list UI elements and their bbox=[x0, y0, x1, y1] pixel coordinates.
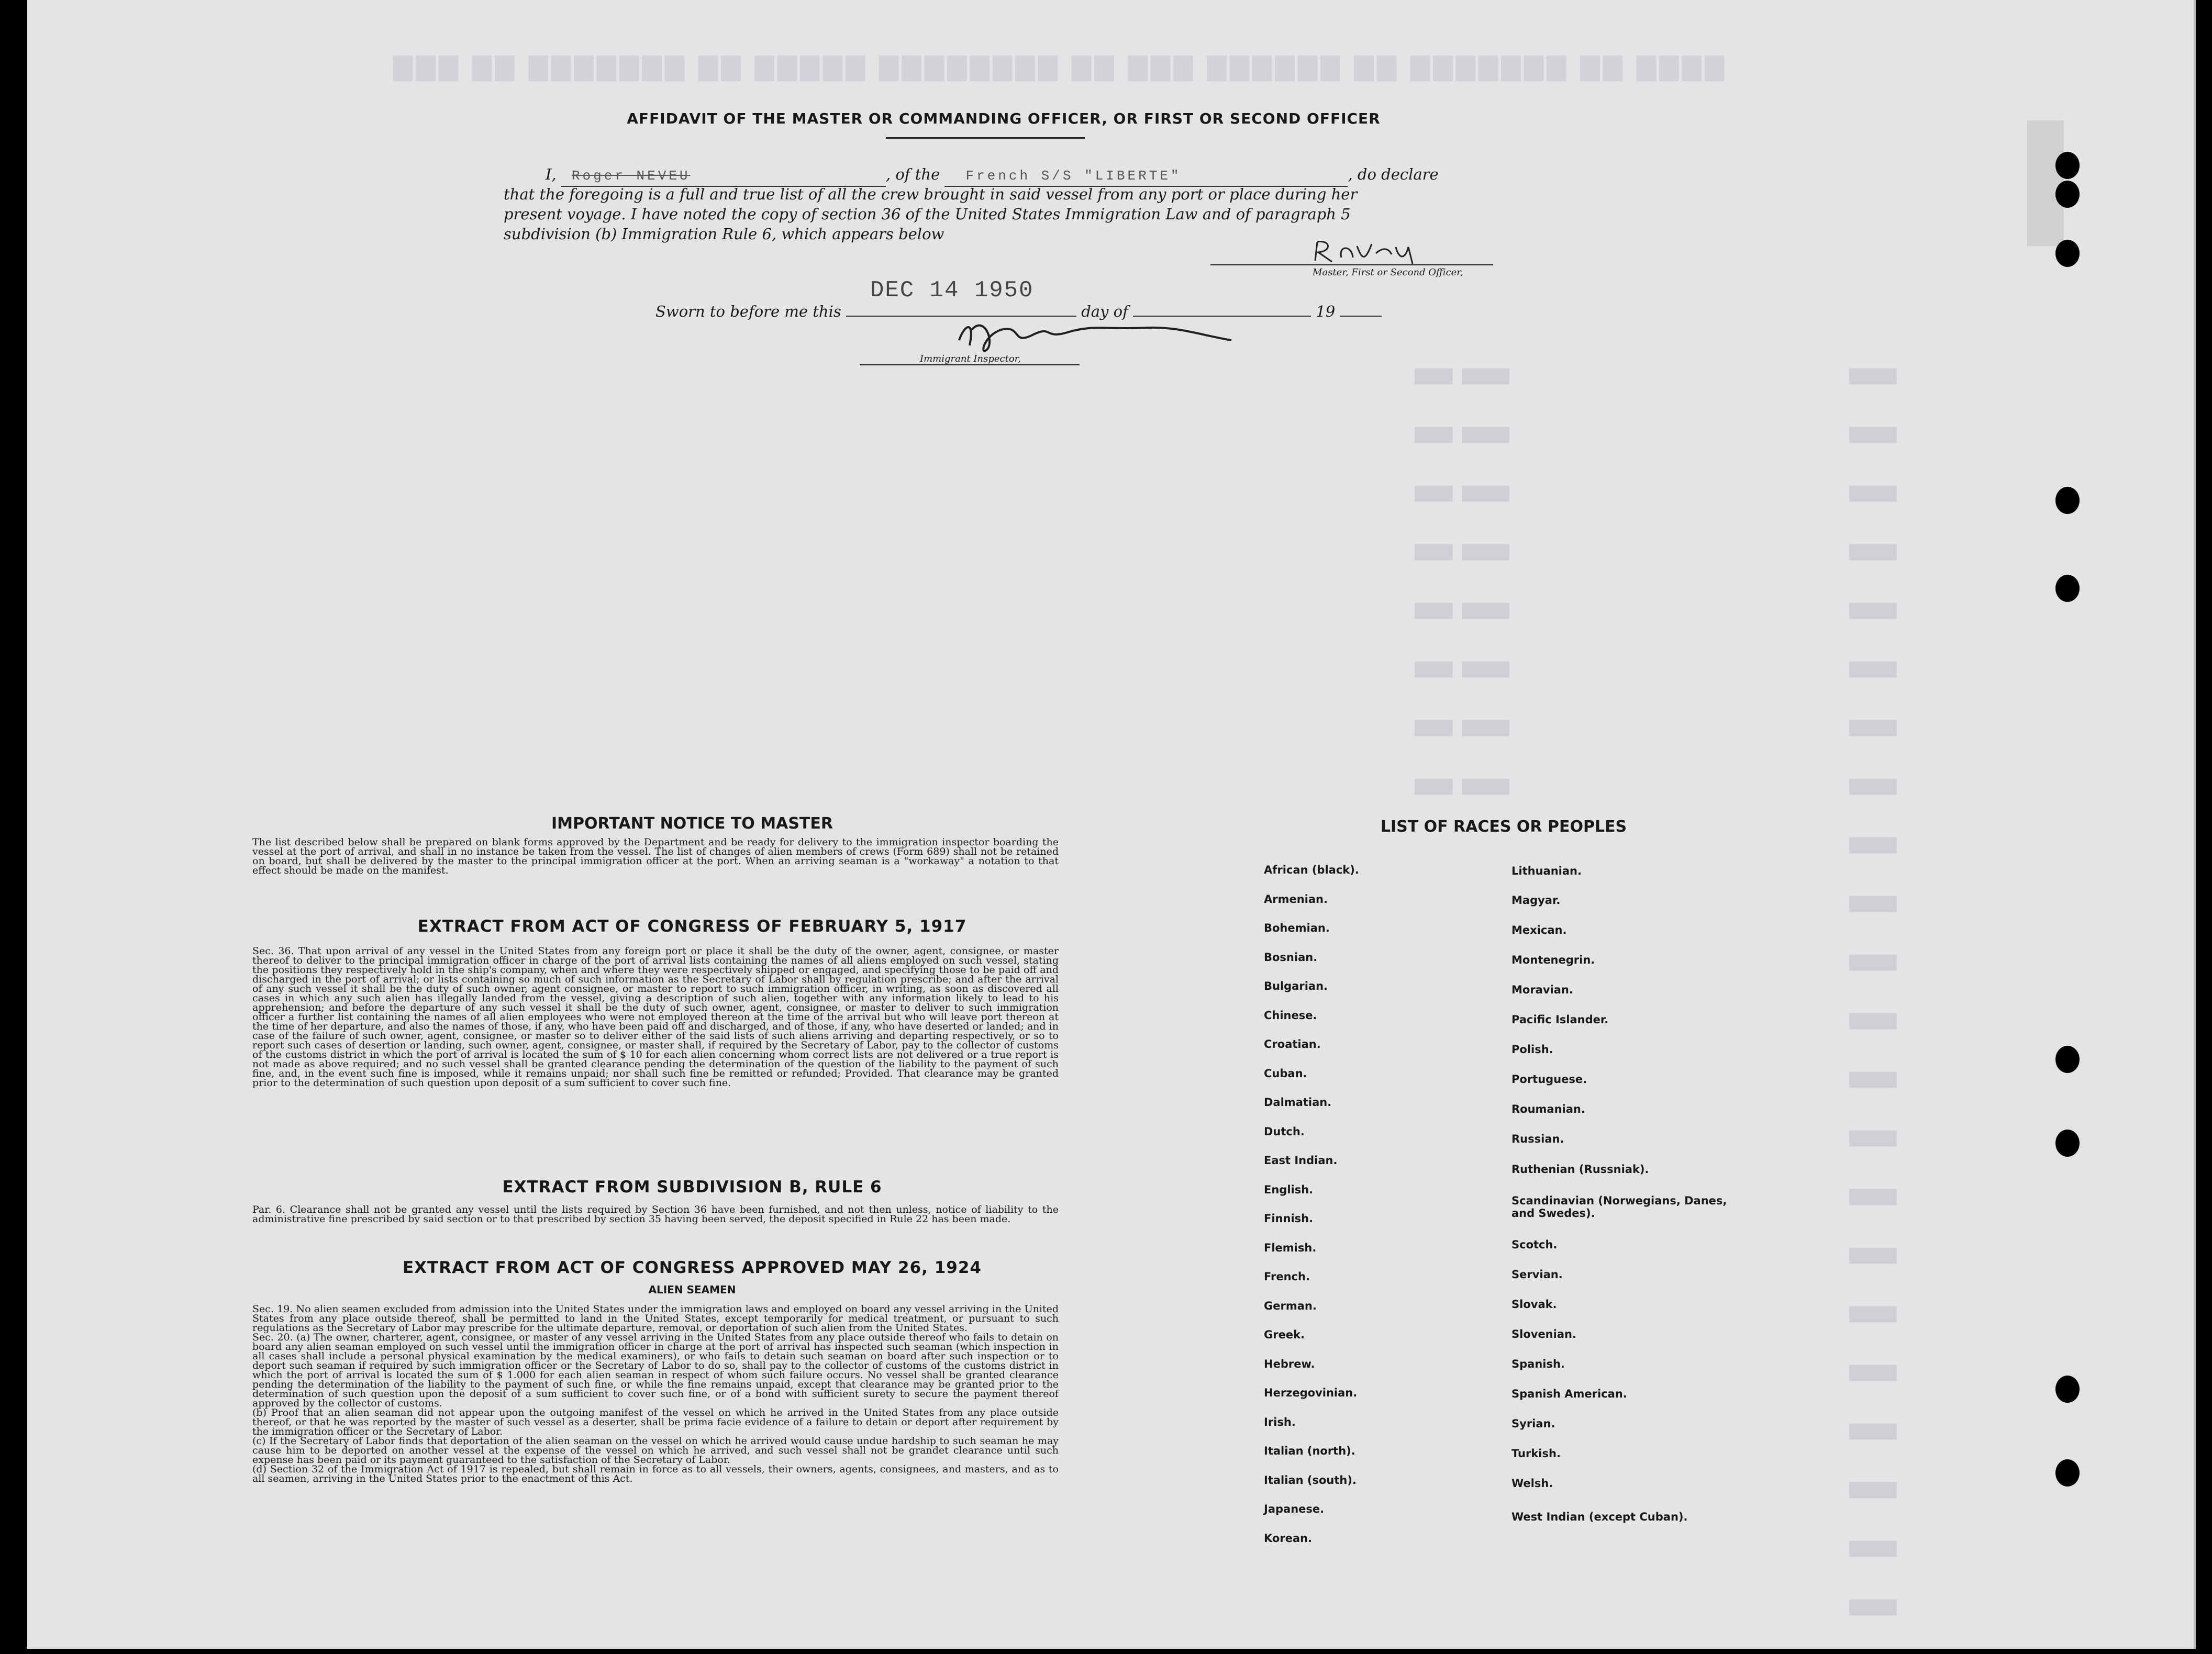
race-item: Finnish. bbox=[1264, 1212, 1314, 1225]
race-item: Bulgarian. bbox=[1264, 980, 1328, 992]
race-item: Ruthenian (Russniak). bbox=[1511, 1163, 1649, 1176]
bleed-through-row: ▇▇▇▇▇ bbox=[1849, 778, 1897, 796]
bleed-through-row: ▇▇▇▇▇ bbox=[1849, 954, 1897, 972]
race-item: French. bbox=[1264, 1270, 1310, 1283]
race-item: Italian (south). bbox=[1264, 1473, 1357, 1487]
bleed-through-row: ▇▇▇▇▇ bbox=[1849, 720, 1897, 737]
bleed-through-row: ▇▇▇▇ ▇▇▇▇▇ bbox=[1415, 485, 1509, 503]
extract-1924-paragraph: (c) If the Secretary of Labor finds that deportation of the alien seaman on the vessel on which he arrived would cause undue hardship to such seaman he may cause him to be deported on another vessel at the expense of the vessel on which he arrived, and such vessel shall not be grandet clearance until such expense has been paid or its payment guaranteed to the satisfaction of the Secretary of Labor. bbox=[252, 1435, 1059, 1466]
race-item: Spanish American. bbox=[1511, 1388, 1627, 1400]
race-item: Portuguese. bbox=[1511, 1073, 1587, 1086]
race-item: Slovenian. bbox=[1511, 1328, 1576, 1340]
date-stamp: DEC 14 1950 bbox=[870, 277, 1034, 304]
i-label: I, bbox=[546, 165, 557, 183]
race-item: Korean. bbox=[1264, 1532, 1313, 1545]
race-item: Croatian. bbox=[1264, 1038, 1321, 1050]
punch-hole bbox=[2055, 240, 2080, 267]
race-item: Japanese. bbox=[1264, 1503, 1325, 1515]
bleed-through-row: ▇▇▇▇ ▇▇▇▇▇ bbox=[1415, 368, 1509, 386]
affidavit-line-1 bbox=[504, 164, 1439, 187]
day-of-label: day of bbox=[1081, 303, 1128, 320]
master-name: Roger NEVEU bbox=[571, 168, 691, 184]
race-item: Dalmatian. bbox=[1264, 1096, 1332, 1109]
bleed-through-row: ▇▇▇▇▇ bbox=[1849, 1423, 1897, 1441]
bleed-through-row: ▇▇▇▇ ▇▇▇▇▇ bbox=[1415, 778, 1509, 796]
race-item: English. bbox=[1264, 1183, 1314, 1196]
inspector-caption: Immigrant Inspector, bbox=[920, 353, 1021, 364]
sworn-label: Sworn to before me this bbox=[655, 303, 841, 320]
bleed-through-row: ▇▇▇▇▇ bbox=[1849, 1189, 1897, 1206]
affidavit-title: AFFIDAVIT OF THE MASTER OR COMMANDING OFFICER, OR FIRST OR SECOND OFFICER bbox=[627, 110, 1381, 127]
affidavit-line-4: subdivision (b) Immigration Rule 6, which appears below bbox=[504, 225, 944, 243]
race-item: Spanish. bbox=[1511, 1358, 1565, 1370]
punch-hole bbox=[2055, 1376, 2080, 1403]
race-item: Lithuanian. bbox=[1511, 865, 1582, 877]
bleed-through-title: ▇▇▇ ▇▇ ▇▇▇▇▇▇▇ ▇▇ ▇▇▇▇▇ ▇▇▇▇▇▇▇▇ ▇▇ ▇▇▇ ▇▇▇▇▇▇ ▇▇ ▇▇▇▇▇▇▇ ▇▇ ▇▇▇▇ bbox=[394, 53, 1728, 80]
race-item: German. bbox=[1264, 1299, 1317, 1312]
bleed-through-row: ▇▇▇▇▇ bbox=[1849, 837, 1897, 855]
race-item: Magyar. bbox=[1511, 894, 1561, 907]
race-item: Slovak. bbox=[1511, 1298, 1557, 1311]
punch-hole bbox=[2055, 181, 2080, 208]
bleed-through-row: ▇▇▇▇▇ bbox=[1849, 485, 1897, 503]
punch-hole bbox=[2055, 575, 2080, 602]
race-item: Syrian. bbox=[1511, 1417, 1555, 1430]
extract-1917-text: Sec. 36. That upon arrival of any vessel in the United States from any foreign port or place it shall be the duty of the owner, agent, consignee, or master thereof to deliver to the principal immigration officer in charge of the port of arrival lists containing the names of all aliens employed on such vessel, stating the positions they respectively hold in the ship's company, when and where they were respectively shipped or engaged, and specifying those to be paid off and discharged in the port of arrival; or lists containing so much of such information as the Secretary of Labor shall by regulation prescribe; and after the arrival of any such vessel it shall be the duty of such owner, agent consignee, or master to report to such immigration officer, in writing, as soon as discovered all cases in which any such alien has illegally landed from the vessel, giving a description of such alien, together with any information likely to lead to his apprehension; and before the departure of any such vessel it shall be the duty of such owner, agent, consignee, or master to deliver to such immigration officer a further list containing the names of all alien employees who were not employed thereon at the time of the arrival but who will leave port thereon at the time of her departure, and also the names of those, if any, who have been paid off and discharged, and of those, if any, who have deserted or landed; and in case of the failure of such owner, agent, consignee, or master so to deliver either of the said lists of such aliens arriving and departing respectively, or so to report such cases of desertion or landing, such owner, agent, consignee, or master shall, if required by the Secretary of Labor, pay to the collector of customs of the customs district in which the port of arrival is located the sum of $ 10 for each alien concerning whom correct lists are not delivered or a true report is not made as above required; and no such vessel shall be granted clearance pending the determination of the question of the liability to the payment of such fine, and, in the event such fine is imposed, while it remains unpaid; nor shall such fine be remitted or refunded; Provided. That clearance may be granted prior to the determination of such question upon deposit of a sum sufficient to cover such fine. bbox=[252, 945, 1059, 1089]
race-item: Polish. bbox=[1511, 1043, 1553, 1056]
punch-hole bbox=[2055, 1130, 2080, 1157]
title-underline bbox=[886, 137, 1085, 139]
race-item: Pacific Islander. bbox=[1511, 1013, 1609, 1026]
master-signature-line bbox=[1210, 264, 1493, 265]
race-item: Bohemian. bbox=[1264, 922, 1330, 934]
extract-1924-paragraph: (d) Section 32 of the Immigration Act of 1917 is repealed, but shall remain in force as to all vessels, their owners, agents, consignees, and masters, and as to all seamen, arriving in the United States prior to the enactment of this Act. bbox=[252, 1463, 1059, 1484]
inspector-signature bbox=[949, 309, 1242, 356]
bleed-through-row: ▇▇▇▇ ▇▇▇▇▇ bbox=[1415, 544, 1509, 562]
alien-seamen-subtitle: ALIEN SEAMEN bbox=[648, 1283, 736, 1296]
race-item: Armenian. bbox=[1264, 892, 1328, 906]
bleed-through-row: ▇▇▇▇▇ bbox=[1849, 1540, 1897, 1558]
race-item: Scotch. bbox=[1511, 1238, 1558, 1251]
extract-rule6-title: EXTRACT FROM SUBDIVISION B, RULE 6 bbox=[502, 1178, 882, 1197]
race-item: Welsh. bbox=[1511, 1477, 1553, 1490]
do-declare-label: , do declare bbox=[1348, 165, 1439, 183]
bleed-through-row: ▇▇▇▇▇ bbox=[1849, 1306, 1897, 1324]
race-item: Moravian. bbox=[1511, 984, 1573, 996]
notice-text: The list described below shall be prepared on blank forms approved by the Department and be ready for delivery to the immigration inspector boarding the vessel at the port of arrival, and shall in no instance be taken from the vessel. The list of changes of alien members of crews (Form 689) shall not be retained on board, but shall be delivered by the master to the principal immigration officer at the port. When an arriving seaman is a "workaway" a notation to that effect should be made on the manifest. bbox=[252, 836, 1059, 876]
race-item: Italian (north). bbox=[1264, 1445, 1355, 1457]
bleed-through-row: ▇▇▇▇▇ bbox=[1849, 661, 1897, 679]
punch-hole bbox=[2055, 1046, 2080, 1073]
race-item: Bosnian. bbox=[1264, 951, 1318, 964]
race-item: African (black). bbox=[1264, 864, 1359, 876]
race-item: Montenegrin. bbox=[1511, 954, 1595, 966]
punch-hole bbox=[2055, 152, 2080, 179]
punch-hole bbox=[2055, 1459, 2080, 1487]
race-item: Irish. bbox=[1264, 1415, 1296, 1428]
race-item: Servian. bbox=[1511, 1268, 1563, 1281]
document-page bbox=[27, 0, 2196, 1649]
extract-1924-body bbox=[252, 1304, 1059, 1483]
race-item: Roumanian. bbox=[1511, 1103, 1585, 1115]
master-signature bbox=[1284, 234, 1457, 266]
race-item: Mexican. bbox=[1511, 924, 1567, 936]
bleed-through-row: ▇▇▇▇▇ bbox=[1849, 896, 1897, 913]
bleed-through-row: ▇▇▇▇▇ bbox=[1849, 602, 1897, 620]
race-item: Russian. bbox=[1511, 1133, 1564, 1145]
bleed-through-row: ▇▇▇▇▇ bbox=[1849, 1130, 1897, 1148]
bleed-through-row: ▇▇▇▇▇ bbox=[1849, 544, 1897, 562]
affidavit-line-2: that the foregoing is a full and true list of all the crew brought in said vessel from any port or place during her bbox=[504, 185, 1358, 203]
bleed-through-row: ▇▇▇▇▇ bbox=[1849, 1365, 1897, 1382]
race-item: Herzegovinian. bbox=[1264, 1387, 1358, 1399]
race-item: Greek. bbox=[1264, 1328, 1305, 1341]
bleed-through-row: ▇▇▇▇ ▇▇▇▇▇ bbox=[1415, 661, 1509, 679]
extract-1924-paragraph: Sec. 20. (a) The owner, charterer, agent, consignee, or master of any vessel arriving in the United States from any place outside thereof who fails to detain on board any alien seaman employed on such vessel until the immigration officer in charge at the port of arrival has inspected such seaman (which inspection in all cases shall include a personal physical examination by the medical examiners), or who fails to detain such seaman on board after such inspection or to deport such seaman if required by such immigration officer or the Secretary of Labor to do so, shall pay to the collector of customs of the customs district in which the port of arrival is located the sum of $ 1.000 for each alien seaman in respect of whom such failure occurs. No vessel shall be granted clearance pending the determination of the liability to the payment of such fine, or while the fine remains unpaid, except that clearance may be granted prior to the determination of such question upon the deposit of a sum sufficient to cover such fine, or of a bond with sufficient surety to secure the payment thereof approved by the collector of customs. bbox=[252, 1332, 1059, 1409]
bleed-through-row: ▇▇▇▇▇ bbox=[1849, 368, 1897, 386]
notice-title: IMPORTANT NOTICE TO MASTER bbox=[551, 814, 833, 833]
bleed-through-row: ▇▇▇▇▇ bbox=[1849, 427, 1897, 444]
race-item: Cuban. bbox=[1264, 1067, 1307, 1080]
tape-patch bbox=[2027, 120, 2064, 246]
inspector-signature-line bbox=[860, 364, 1080, 365]
race-item: Dutch. bbox=[1264, 1125, 1305, 1138]
extract-1917-title: EXTRACT FROM ACT OF CONGRESS OF FEBRUARY 5, 1917 bbox=[417, 917, 967, 936]
affidavit-line-3: present voyage. I have noted the copy of section 36 of the United States Immigration Law and of paragraph 5 bbox=[504, 205, 1351, 223]
year-label: 19 bbox=[1316, 303, 1336, 320]
bleed-through-row: ▇▇▇▇▇ bbox=[1849, 1071, 1897, 1089]
races-title: LIST OF RACES OR PEOPLES bbox=[1380, 818, 1627, 836]
extract-1924-paragraph: Sec. 19. No alien seamen excluded from admission into the United States under the immigration laws and employed on board any vessel arriving in the United States from any place outside thereof, shall be permitted to land in the United States, except temporarily for medical treatment, or pursuant to such regulations as the Secretary of Labor may prescribe for the ultimate departure, removal, or deportation of such alien from the United States. bbox=[252, 1303, 1059, 1334]
bleed-through-row: ▇▇▇▇▇ bbox=[1849, 1247, 1897, 1265]
race-item: Turkish. bbox=[1511, 1447, 1561, 1460]
race-item: Flemish. bbox=[1264, 1241, 1317, 1254]
race-item: East Indian. bbox=[1264, 1154, 1338, 1167]
bleed-through-row: ▇▇▇▇ ▇▇▇▇▇ bbox=[1415, 720, 1509, 737]
extract-1924-paragraph: (b) Proof that an alien seaman did not appear upon the outgoing manifest of the vessel on which he arrived in the United States from any place outside thereof, or that he was reported by the master of such vessel as a deserter, shall be prima facie evidence of a failure to detain or deport after requirement by the immigration officer or the Secretary of Labor. bbox=[252, 1407, 1059, 1437]
of-the-label: , of the bbox=[885, 165, 940, 183]
master-caption: Master, First or Second Officer, bbox=[1313, 267, 1463, 278]
extract-rule6-text: Par. 6. Clearance shall not be granted any vessel until the lists required by Section 36 have been furnished, and not then unless, notice of liability to the administrative fine prescribed by said section or to that prescribed by section 35 having been served, the deposit specified in Rule 22 has been made. bbox=[252, 1204, 1059, 1225]
punch-hole bbox=[2055, 487, 2080, 514]
race-item: Scandinavian (Norwegians, Danes, and Swedes). bbox=[1511, 1194, 1727, 1220]
race-item: Hebrew. bbox=[1264, 1357, 1315, 1370]
bleed-through-row: ▇▇▇▇▇ bbox=[1849, 1482, 1897, 1500]
bleed-through-row: ▇▇▇▇ ▇▇▇▇▇ bbox=[1415, 602, 1509, 620]
race-item: Chinese. bbox=[1264, 1009, 1317, 1022]
bleed-through-row: ▇▇▇▇▇ bbox=[1849, 1599, 1897, 1617]
race-item: West Indian (except Cuban). bbox=[1511, 1511, 1688, 1523]
extract-1924-title: EXTRACT FROM ACT OF CONGRESS APPROVED MAY 26, 1924 bbox=[402, 1258, 982, 1277]
bleed-through-row: ▇▇▇▇▇ bbox=[1849, 1013, 1897, 1031]
vessel-name: French S/S "LIBERTE" bbox=[965, 168, 1182, 184]
bleed-through-row: ▇▇▇▇ ▇▇▇▇▇ bbox=[1415, 427, 1509, 444]
